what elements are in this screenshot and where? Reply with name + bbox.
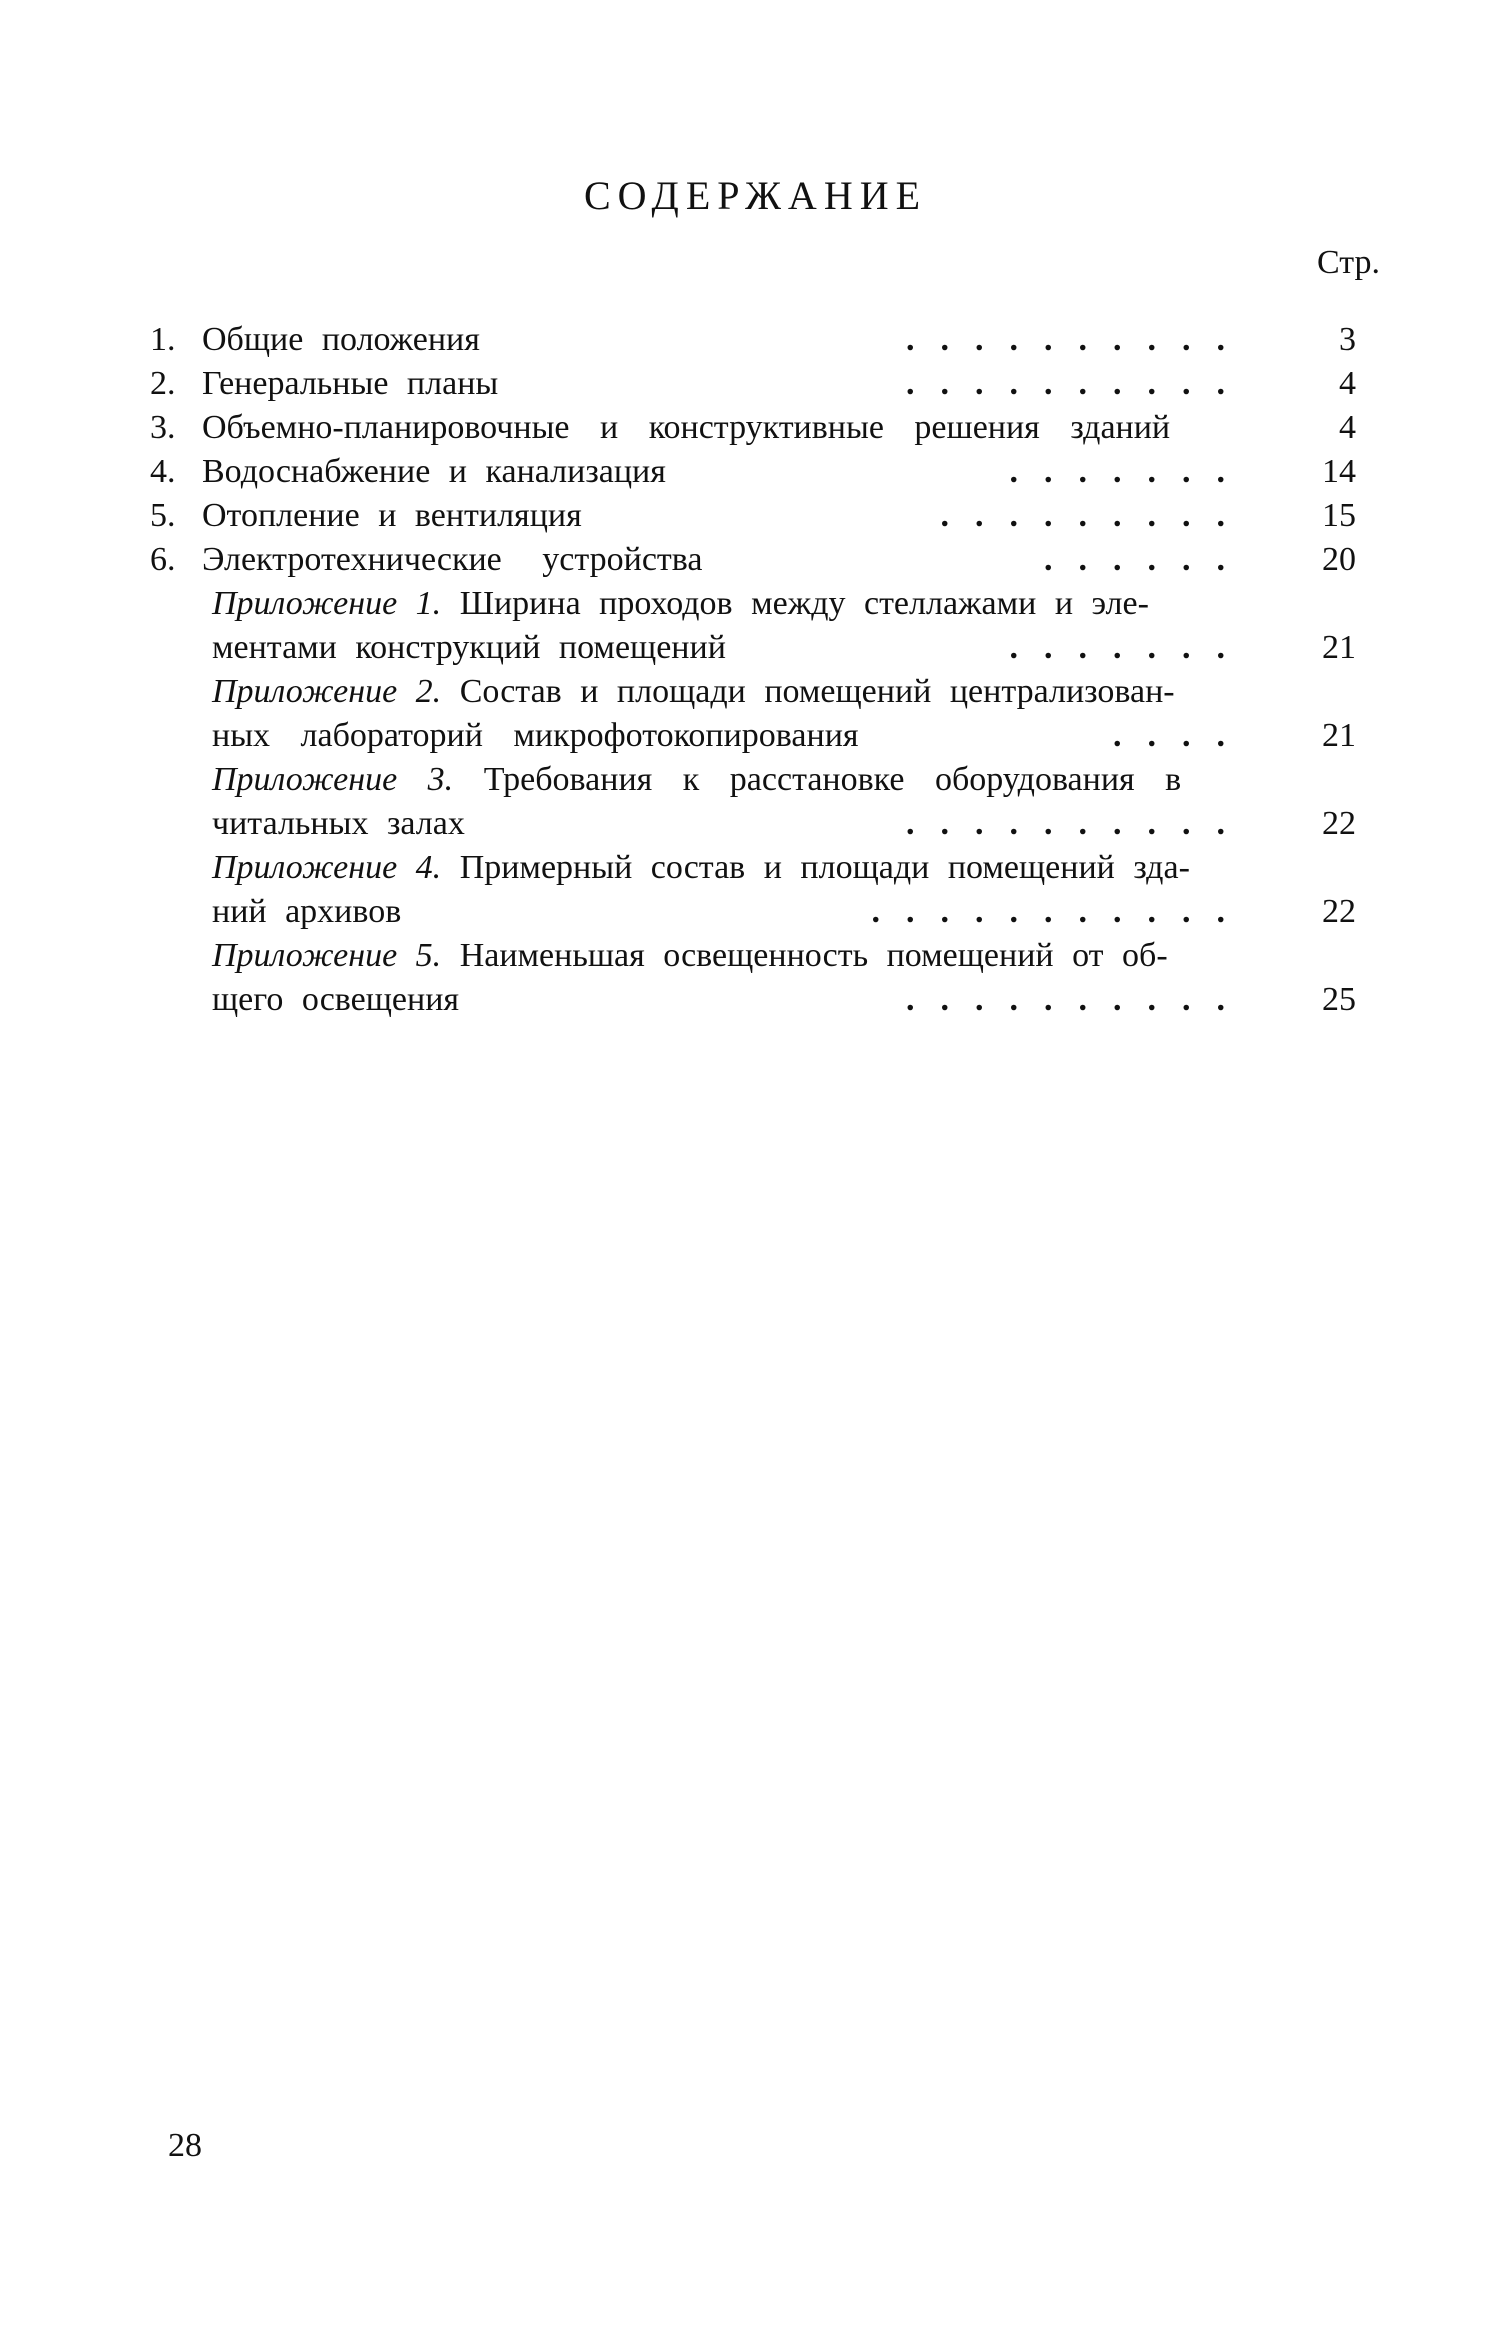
appendix-title-line2: ных лабораторий микрофотокопирования (212, 717, 859, 754)
leader-dots: .......... (906, 805, 1251, 842)
toc-entry-page: 4 (1339, 409, 1356, 446)
appendix-page: 21 (1322, 717, 1356, 754)
appendix-entry-line2 (150, 626, 1356, 670)
leader-dots: ...... (1044, 541, 1251, 578)
appendix-title-line2: ний архивов (212, 893, 402, 930)
appendix-entry-line1 (150, 758, 1356, 802)
appendix-entry-line1 (150, 846, 1356, 890)
toc-entry-page: 14 (1322, 453, 1356, 490)
appendix-title-line2: щего освещения (212, 981, 460, 1018)
toc-entry-number: 6. (150, 541, 176, 578)
contents-heading: СОДЕРЖАНИЕ (583, 173, 928, 218)
toc-entry-page: 15 (1322, 497, 1356, 534)
toc-entry-title: Электротехнические устройства (202, 541, 703, 578)
toc-entry-page: 20 (1322, 541, 1356, 578)
toc-entry (150, 494, 1356, 538)
appendix-title-line1: Состав и площади помещений централизован- (459, 673, 1175, 710)
toc-entry-number: 3. (150, 409, 176, 446)
appendix-label: Приложение 3. (212, 761, 454, 798)
appendix-page: 25 (1322, 981, 1356, 1018)
toc-entry-title: Отопление и вентиляция (202, 497, 582, 534)
toc-entry (150, 362, 1356, 406)
appendix-entry-line1 (150, 934, 1356, 978)
leader-dots: ....... (1009, 453, 1251, 490)
leader-dots: .... (1113, 717, 1251, 754)
leader-dots: .......... (906, 321, 1251, 358)
appendix-page: 21 (1322, 629, 1356, 666)
toc-entry-number: 4. (150, 453, 176, 490)
appendix-page: 22 (1322, 893, 1356, 930)
appendix-entry-line2 (150, 714, 1356, 758)
toc-entry-number: 5. (150, 497, 176, 534)
appendix-title-line2: ментами конструкций помещений (212, 629, 726, 666)
leader-dots: ......... (940, 497, 1251, 534)
toc-entry (150, 318, 1356, 362)
toc-entry-title: Генеральные планы (202, 365, 499, 402)
appendix-entry-line1 (150, 582, 1356, 626)
appendix-label: Приложение 1. (212, 585, 442, 622)
table-of-contents (150, 318, 1356, 1022)
toc-entry (150, 538, 1356, 582)
appendix-label: Приложение 4. (212, 849, 442, 886)
appendix-title-line1: Требования к расстановке оборудования в (483, 761, 1182, 798)
appendix-title-line1: Ширина проходов между стеллажами и эле- (459, 585, 1149, 622)
page-number: 28 (168, 2127, 202, 2164)
leader-dots: ....... (1009, 629, 1251, 666)
toc-entry-title: Объемно-планировочные и конструктивные решения зданий (202, 409, 1171, 446)
toc-entry-title: Общие положения (202, 321, 480, 358)
leader-dots: .......... (906, 365, 1251, 402)
appendix-label: Приложение 5. (212, 937, 442, 974)
leader-dots: .......... (906, 981, 1251, 1018)
toc-entry-page: 4 (1339, 365, 1356, 402)
appendix-title-line1: Наименьшая освещенность помещений от об- (459, 937, 1168, 974)
leader-dots: ........... (871, 893, 1251, 930)
appendix-entry-line1 (150, 670, 1356, 714)
toc-entry-number: 1. (150, 321, 176, 358)
toc-entry (150, 450, 1356, 494)
appendix-entry-line2 (150, 978, 1356, 1022)
toc-entry (150, 406, 1356, 450)
toc-entry-number: 2. (150, 365, 176, 402)
toc-entry-title: Водоснабжение и канализация (202, 453, 666, 490)
toc-entry-page: 3 (1339, 321, 1356, 358)
appendix-entry-line2 (150, 802, 1356, 846)
appendix-entry-line2 (150, 890, 1356, 934)
page-column-label: Стр. (1316, 244, 1380, 281)
appendix-label: Приложение 2. (212, 673, 442, 710)
appendix-page: 22 (1322, 805, 1356, 842)
appendix-title-line2: читальных залах (212, 805, 465, 842)
appendix-title-line1: Примерный состав и площади помещений зда- (459, 849, 1190, 886)
